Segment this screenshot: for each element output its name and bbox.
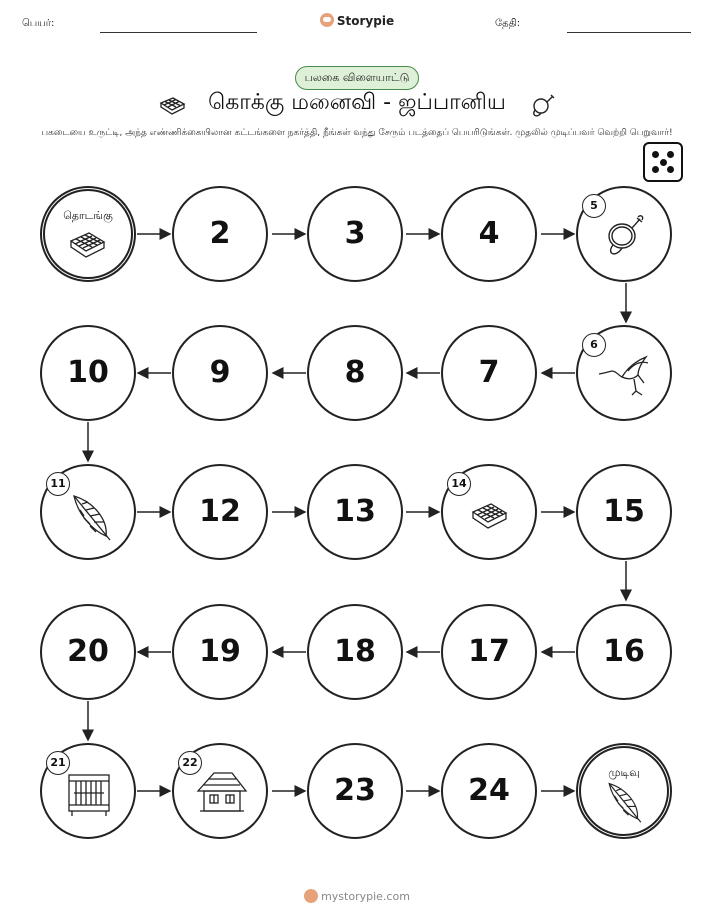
storypie-logo-icon [304, 889, 318, 903]
board-cell-11 [40, 464, 136, 560]
woven-cloth-icon [67, 227, 107, 261]
instructions: பகடையை உருட்டி, அந்த எண்ணிக்கையிலான கட்டங்களை நகர்த்தி, நீங்கள் வந்து சேரும் படத்தைப் பெயரிடுங்கள். முதலில் முடிப்பவர் வெற்றி பெறுவார்! [41, 128, 673, 138]
board-cell-8: 8 [307, 325, 403, 421]
brand-name: Storypie [336, 14, 395, 28]
board-cell-12: 12 [172, 464, 268, 560]
feather-icon [70, 492, 114, 542]
cell-badge: 6 [582, 333, 606, 357]
page-title: கொக்கு மனைவி - ஜப்பானிய [208, 90, 506, 115]
board-cell-18: 18 [307, 604, 403, 700]
board-cell-24: 24 [441, 743, 537, 839]
board-cell-2: 2 [172, 186, 268, 282]
board-cell-21 [40, 743, 136, 839]
rope-coil-icon [602, 214, 648, 260]
board-cell-13: 13 [307, 464, 403, 560]
board-cell-17: 17 [441, 604, 537, 700]
woven-cloth-icon [469, 498, 509, 532]
cell-badge: 11 [46, 472, 70, 496]
board-game-badge: பலகை விளையாட்டு [295, 66, 419, 90]
loom-icon [66, 771, 112, 817]
name-label: பெயர்: [22, 18, 55, 29]
board-cell-14 [441, 464, 537, 560]
finish-cell [576, 743, 672, 839]
cell-badge: 5 [582, 194, 606, 218]
board-cell-19: 19 [172, 604, 268, 700]
board-cell-10: 10 [40, 325, 136, 421]
board-cell-20: 20 [40, 604, 136, 700]
start-label: தொடங்கு [63, 209, 113, 222]
cell-badge: 22 [178, 751, 202, 775]
board-cell-5 [576, 186, 672, 282]
board-cell-16: 16 [576, 604, 672, 700]
board-cell-3: 3 [307, 186, 403, 282]
feather-icon [605, 780, 645, 824]
footer-site[interactable]: mystorypie.com [321, 890, 410, 903]
board-cell-6 [576, 325, 672, 421]
footer [0, 889, 714, 903]
board-cell-22 [172, 743, 268, 839]
thatched-house-icon [196, 769, 248, 815]
board-cell-4: 4 [441, 186, 537, 282]
finish-label: முடிவு [608, 766, 640, 779]
crane-bird-icon [598, 353, 652, 397]
cell-badge: 14 [447, 472, 471, 496]
board-cell-15: 15 [576, 464, 672, 560]
board-cell-23: 23 [307, 743, 403, 839]
board-cell-7: 7 [441, 325, 537, 421]
board-cell-9: 9 [172, 325, 268, 421]
cell-badge: 21 [46, 751, 70, 775]
start-cell [40, 186, 136, 282]
date-label: தேதி: [495, 18, 521, 29]
